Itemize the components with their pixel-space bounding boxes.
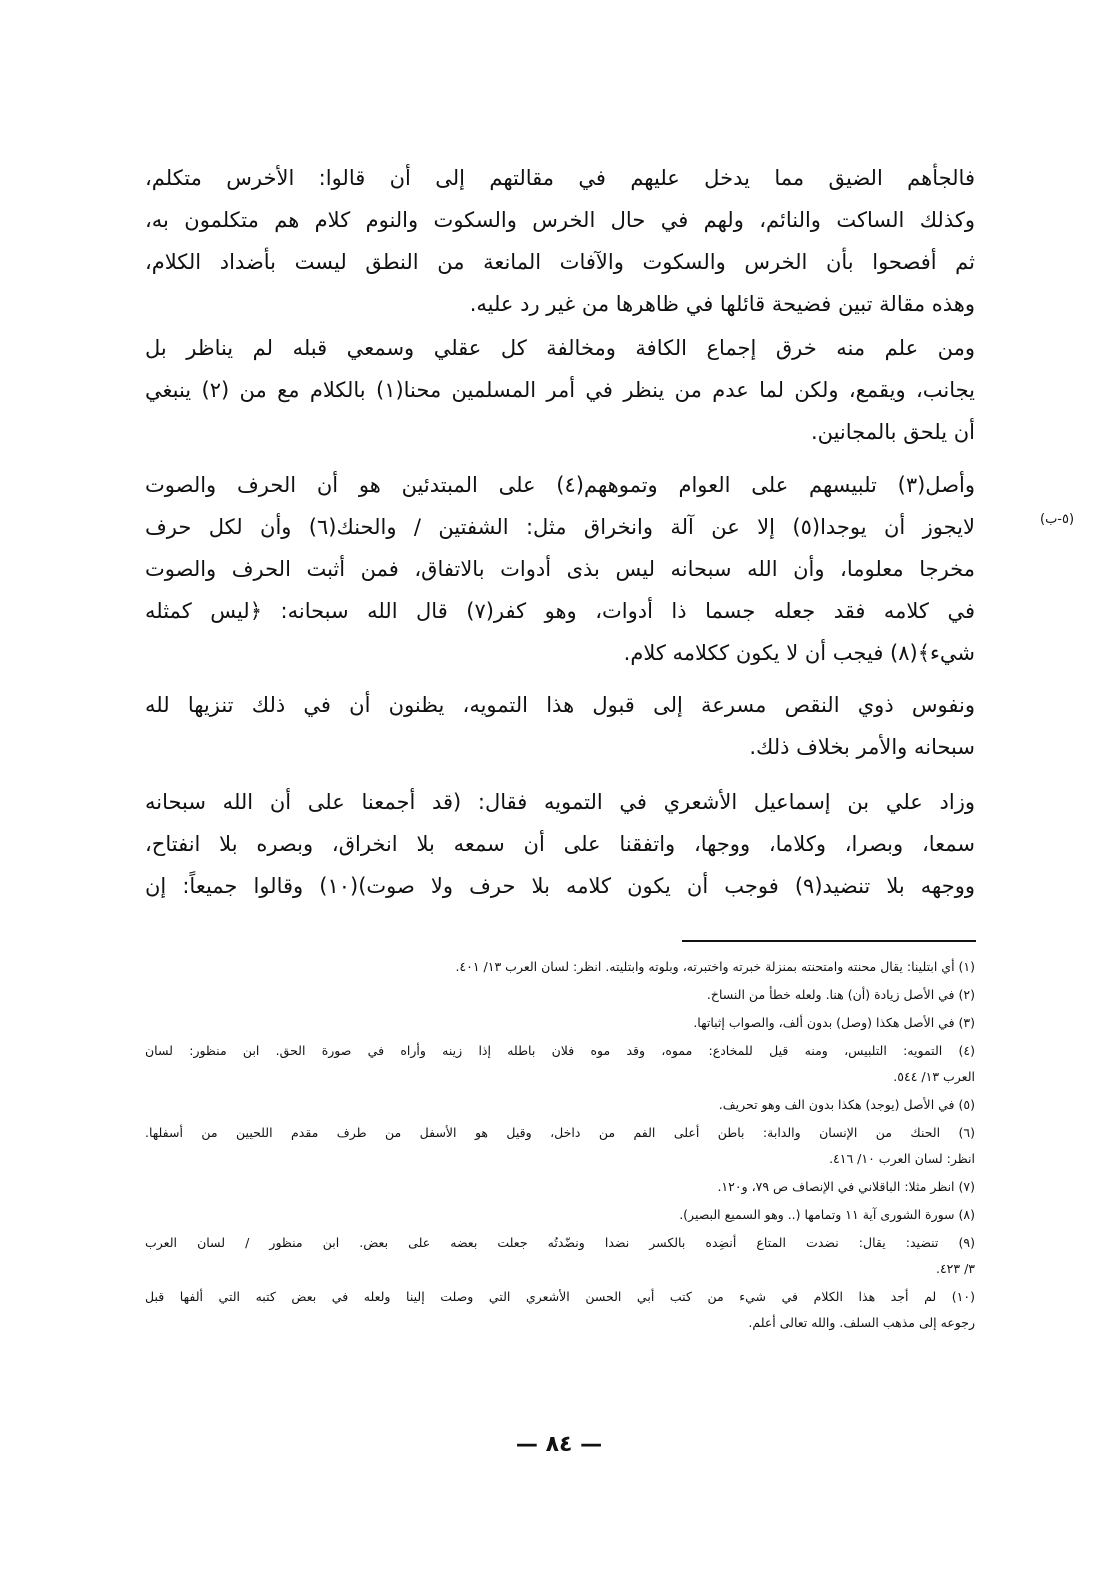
paragraph-line: في كلامه فقد جعله جسما ذا أدوات، وهو كفر(٧) قال الله سبحانه: ﴿ليس كمثله (145, 599, 975, 623)
footnote: (٨) سورة الشورى آية ١١ وتمامها (.. وهو السميع البصير). (679, 1207, 975, 1222)
paragraph-line: ونفوس ذوي النقص مسرعة إلى قبول هذا التمويه، يظنون أن في ذلك تنزيها لله (145, 693, 975, 717)
manuscript-folio-note: (٥-ب) (1040, 512, 1075, 527)
footnote: (١٠) لم أجد هذا الكلام في شيء من كتب أبي الحسن الأشعري التي وصلت إلينا ولعله في بعض كتبه التي ألفها قبل (145, 1289, 975, 1304)
paragraph-line: لايجوز أن يوجدا(٥) إلا عن آلة وانخراق مثل: الشفتين / والحنك(٦) وأن لكل حرف (145, 515, 976, 539)
footnote: (٢) في الأصل زيادة (أن) هنا. ولعله خطأ من النساخ. (706, 987, 975, 1002)
paragraph-line: ومن علم منه خرق إجماع الكافة ومخالفة كل عقلي وسمعي قبله لم يناظر بل (145, 336, 975, 360)
paragraph-line: فالجأهم الضيق مما يدخل عليهم في مقالتهم إلى أن قالوا: الأخرس متكلم، (145, 166, 975, 190)
footnote: (٤) التمويه: التلبيس، ومنه قيل للمخادع: مموه، وقد موه فلان باطله إذا زينه وأراه في صورة الحق. ابن منظور: لسان (145, 1043, 975, 1058)
footnote: (٩) تنضيد: يقال: نضدت المتاع أنضِده بالكسر نضدا ونضّدتُه جعلت بعضه على بعض. ابن منظور / لسان العرب (145, 1235, 975, 1250)
footnote: (١) أي ابتلينا: يقال محنته وامتحنته بمنزلة خبرته واختبرته، وبلوته وابتليته. انظر: لسان العرب ١٣/ ٤٠١. (455, 959, 975, 974)
paragraph-line: ثم أفصحوا بأن الخرس والسكوت والآفات المانعة من النطق ليست بأضداد الكلام، (145, 250, 975, 274)
paragraph-line: ووجهه بلا تنضيد(٩) فوجب أن يكون كلامه بلا حرف ولا صوت)(١٠) وقالوا جميعاً: إن (145, 874, 976, 898)
footnote: (٦) الحنك من الإنسان والدابة: باطن أعلى الفم من داخل، وقيل هو الأسفل من طرف مقدم اللحيين من أسفلها. (145, 1125, 975, 1140)
paragraph-line: وزاد علي بن إسماعيل الأشعري في التمويه فقال: (قد أجمعنا على أن الله سبحانه (145, 790, 975, 814)
paragraph-line: سمعا، وبصرا، وكلاما، ووجها، واتفقنا على أن سمعه بلا انخراق، وبصره بلا انفتاح، (145, 832, 975, 856)
footnote-separator (682, 940, 976, 942)
footnote: (٧) انظر مثلا: الباقلاني في الإنصاف ص ٧٩، و١٢٠. (717, 1179, 975, 1194)
footnote: (٥) في الأصل (يوجد) هكذا بدون الف وهو تحريف. (718, 1097, 975, 1112)
paragraph-line: يجانب، ويقمع، ولكن لما عدم من ينظر في أمر المسلمين محنا(١) بالكلام مع من (٢) ينبغي (145, 378, 975, 402)
paragraph-line: شيء﴾(٨) فيجب أن لا يكون ككلامه كلام. (623, 641, 975, 665)
footnote: رجوعه إلى مذهب السلف. والله تعالى أعلم. (748, 1315, 975, 1330)
footnote: (٣) في الأصل هكذا (وصل) بدون ألف، والصواب إثباتها. (693, 1015, 975, 1030)
paragraph-line: أن يلحق بالمجانين. (810, 420, 975, 444)
paragraph-line: وكذلك الساكت والنائم، ولهم في حال الخرس والسكوت والنوم كلام هم متكلمون به، (145, 208, 975, 232)
paragraph-line: وأصل(٣) تلبيسهم على العوام وتموههم(٤) على المبتدئين هو أن الحرف والصوت (145, 473, 976, 497)
page-number: — ٨٤ — (515, 1432, 603, 1457)
footnote: ٣/ ٤٢٣. (935, 1261, 975, 1276)
paragraph-line: وهذه مقالة تبين فضيحة قائلها في ظاهرها من غير رد عليه. (469, 292, 975, 316)
footnote: العرب ١٣/ ٥٤٤. (893, 1069, 975, 1084)
paragraph-line: مخرجا معلوما، وأن الله سبحانه ليس بذى أدوات بالاتفاق، فمن أثبت الحرف والصوت (145, 557, 975, 581)
footnote: انظر: لسان العرب ١٠/ ٤١٦. (829, 1151, 975, 1166)
paragraph-line: سبحانه والأمر بخلاف ذلك. (749, 735, 975, 759)
